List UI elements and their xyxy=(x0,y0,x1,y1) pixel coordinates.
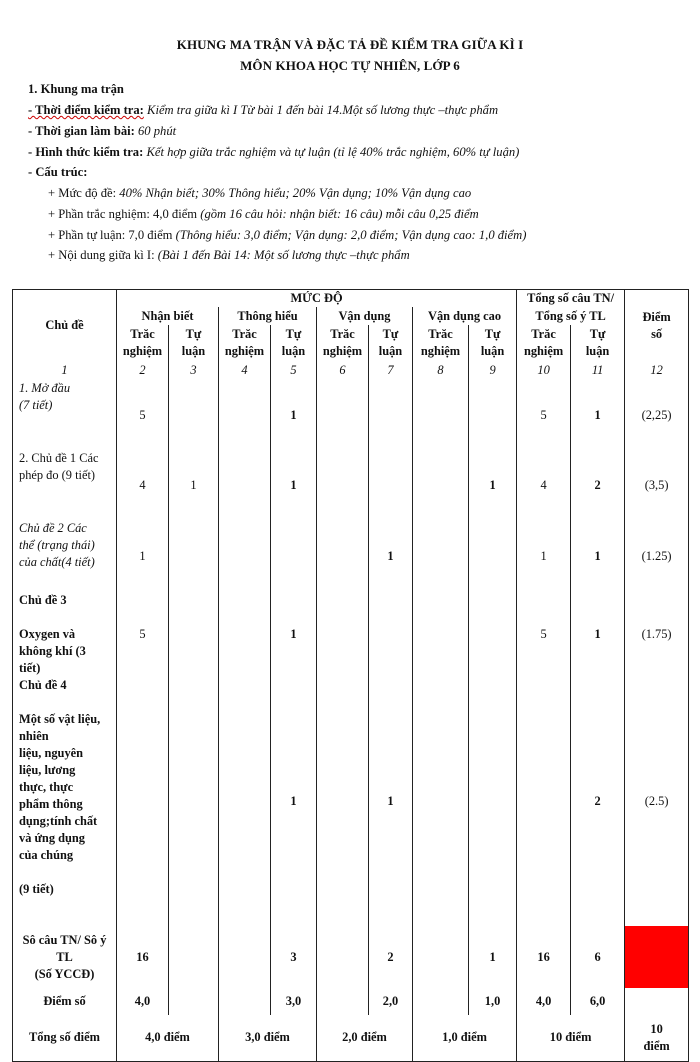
header-total-2: Tổng số ý TL xyxy=(517,307,625,325)
value-cell xyxy=(317,380,369,450)
topic-line: (9 tiết) xyxy=(19,882,54,896)
topic-line: (7 tiết) xyxy=(19,398,53,412)
score-cell: (2.5) xyxy=(625,677,689,926)
col-number: 12 xyxy=(625,361,689,380)
value-cell: 1 xyxy=(271,450,317,520)
info-exam-time xyxy=(28,103,498,118)
value-cell xyxy=(413,450,469,520)
sub-essay: Tự luận xyxy=(469,325,517,361)
topic-line: Oxygen và xyxy=(19,627,76,641)
sub-mc: Trăc nghiệm xyxy=(413,325,469,361)
value-cell: 1 xyxy=(571,380,625,450)
total-score: 10 điểm xyxy=(625,1015,689,1061)
topic-line: thực, thực xyxy=(19,780,74,794)
topic-line: phép đo (9 tiết) xyxy=(19,468,96,482)
col-number: 1 xyxy=(13,361,117,380)
topic-line: tiết) xyxy=(19,661,41,675)
info-essay xyxy=(48,228,526,243)
count-cell: 3 xyxy=(271,926,317,988)
value-cell xyxy=(219,450,271,520)
topic-line: không khí (3 xyxy=(19,644,86,658)
col-number: 2 xyxy=(117,361,169,380)
score-cell: (3,5) xyxy=(625,450,689,520)
header-topic: Chủ đề xyxy=(13,290,117,362)
group-apply-high: Vận dụng cao xyxy=(413,307,517,325)
sub-essay: Tự luận xyxy=(571,325,625,361)
total-apply: 2,0 điểm xyxy=(317,1015,413,1061)
group-recognize: Nhận biết xyxy=(117,307,219,325)
info-structure-label: - Cấu trúc: xyxy=(28,165,88,179)
value-cell: 2 xyxy=(571,450,625,520)
score-row-label: Điểm số xyxy=(13,988,117,1015)
topic-line: 2. Chủ đề 1 Các xyxy=(19,451,99,465)
total-recognize: 4,0 điểm xyxy=(117,1015,219,1061)
value-cell xyxy=(219,520,271,592)
value-cell: 4 xyxy=(517,450,571,520)
value-cell xyxy=(317,450,369,520)
count-cell: 16 xyxy=(517,926,571,988)
info-mc-label: + Phần trắc nghiệm: 4,0 điểm xyxy=(48,207,198,221)
topic-line: liệu, nguyên xyxy=(19,746,84,760)
info-content xyxy=(48,248,410,263)
topic-line: thể (trạng thái) xyxy=(19,538,95,552)
document-title: KHUNG MA TRẬN VÀ ĐẶC TẢ ĐỀ KIỂM TRA GIỮA KÌ I xyxy=(176,37,524,52)
value-cell xyxy=(469,592,517,677)
value-cell: 4 xyxy=(117,450,169,520)
value-cell: 1 xyxy=(571,592,625,677)
value-cell: 2 xyxy=(571,677,625,926)
topic-line: dụng;tính chất xyxy=(19,814,98,828)
sub-mc: Trăc nghiệm xyxy=(117,325,169,361)
count-cell xyxy=(219,926,271,988)
topic-line xyxy=(19,864,116,881)
value-cell: 1 xyxy=(271,380,317,450)
value-cell: 1 xyxy=(117,520,169,592)
highlight-cell xyxy=(625,926,689,988)
value-cell xyxy=(317,677,369,926)
topic-line: 1. Mở đầu xyxy=(19,381,71,395)
score-value-cell: 6,0 xyxy=(571,988,625,1015)
count-cell xyxy=(317,926,369,988)
info-content-label: + Nội dung giữa kì I: xyxy=(48,248,155,262)
info-mc-value: (gồm 16 câu hỏi: nhận biết: 16 câu) mỗi câu 0,25 điểm xyxy=(200,207,479,221)
header-score xyxy=(625,290,689,362)
score-value-cell xyxy=(219,988,271,1015)
document-subtitle: MÔN KHOA HỌC TỰ NHIÊN, LỚP 6 xyxy=(240,58,460,73)
topic-cell xyxy=(13,520,117,592)
score-value-cell: 3,0 xyxy=(271,988,317,1015)
info-essay-value: (Thông hiểu: 3,0 điểm; Vận dụng: 2,0 điểm; Vận dụng cao: 1,0 điểm) xyxy=(175,228,527,242)
info-mc xyxy=(48,207,479,222)
value-cell xyxy=(469,380,517,450)
info-level-value: 40% Nhận biết; 30% Thông hiểu; 20% Vận dụng; 10% Vận dụng cao xyxy=(119,186,472,200)
topic-line: Chủ đề 2 Các xyxy=(19,521,87,535)
sub-essay: Tự luận xyxy=(271,325,317,361)
value-cell: 1 xyxy=(271,592,317,677)
count-cell: 6 xyxy=(571,926,625,988)
info-duration xyxy=(28,124,176,139)
total-row xyxy=(13,1015,689,1061)
group-apply: Vận dụng xyxy=(317,307,413,325)
total-all: 10 điểm xyxy=(517,1015,625,1061)
value-cell xyxy=(369,592,413,677)
header-level: MỨC ĐỘ xyxy=(117,290,517,308)
value-cell xyxy=(413,677,469,926)
topic-line: phẩm thông xyxy=(19,797,83,811)
score-cell: (2,25) xyxy=(625,380,689,450)
count-cell: 2 xyxy=(369,926,413,988)
value-cell xyxy=(317,520,369,592)
score-row xyxy=(13,988,689,1015)
topic-row xyxy=(13,380,689,450)
value-cell: 5 xyxy=(517,380,571,450)
value-cell xyxy=(219,592,271,677)
score-value-cell: 1,0 xyxy=(469,988,517,1015)
topic-row xyxy=(13,677,689,926)
score-empty-cell xyxy=(625,988,689,1015)
count-row-label: Sô câu TN/ Sô ý TL (Số YCCĐ) xyxy=(13,926,117,988)
topic-line: liệu, lương xyxy=(19,763,76,777)
value-cell xyxy=(219,677,271,926)
score-value-cell: 2,0 xyxy=(369,988,413,1015)
topic-line xyxy=(19,609,116,626)
col-number: 5 xyxy=(271,361,317,380)
topic-line: Chủ đề 4 xyxy=(19,678,67,692)
value-cell xyxy=(517,677,571,926)
count-cell xyxy=(169,926,219,988)
total-row-label: Tổng số điểm xyxy=(13,1015,117,1061)
info-form-label: - Hình thức kiểm tra: xyxy=(28,145,144,159)
value-cell xyxy=(169,592,219,677)
topic-row xyxy=(13,450,689,520)
sub-mc: Trăc nghiệm xyxy=(219,325,271,361)
value-cell: 5 xyxy=(517,592,571,677)
value-cell xyxy=(169,677,219,926)
value-cell xyxy=(469,520,517,592)
value-cell: 5 xyxy=(117,592,169,677)
value-cell xyxy=(271,520,317,592)
sub-essay: Tự luận xyxy=(369,325,413,361)
topic-line: của chúng xyxy=(19,848,74,862)
score-value-cell: 4,0 xyxy=(517,988,571,1015)
value-cell: 1 xyxy=(369,677,413,926)
topic-line: và ứng dụng xyxy=(19,831,85,845)
count-cell: 1 xyxy=(469,926,517,988)
score-cell: (1.75) xyxy=(625,592,689,677)
value-cell: 1 xyxy=(369,520,413,592)
score-value-cell: 4,0 xyxy=(117,988,169,1015)
info-duration-label: - Thời gian làm bài: xyxy=(28,124,135,138)
info-exam-time-value: Kiểm tra giữa kì I Từ bài 1 đến bài 14.Một số lương thực –thực phẩm xyxy=(147,103,499,117)
info-exam-time-label: - Thời điểm kiểm tra: xyxy=(28,103,144,117)
col-number: 7 xyxy=(369,361,413,380)
sub-mc: Trăc nghiệm xyxy=(517,325,571,361)
col-number: 8 xyxy=(413,361,469,380)
total-understand: 3,0 điểm xyxy=(219,1015,317,1061)
count-cell: 16 xyxy=(117,926,169,988)
col-number: 6 xyxy=(317,361,369,380)
col-number: 3 xyxy=(169,361,219,380)
topic-row xyxy=(13,592,689,677)
value-cell: 1 xyxy=(271,677,317,926)
col-number: 9 xyxy=(469,361,517,380)
score-value-cell xyxy=(169,988,219,1015)
value-cell xyxy=(413,520,469,592)
topic-cell xyxy=(13,677,117,926)
col-number: 11 xyxy=(571,361,625,380)
info-content-value: (Bài 1 đến Bài 14: Một số lương thực –thực phẩm xyxy=(157,248,410,262)
topic-line: nhiên xyxy=(19,729,49,743)
value-cell xyxy=(369,450,413,520)
col-number: 10 xyxy=(517,361,571,380)
header-score-1: Điểm xyxy=(642,309,671,324)
value-cell xyxy=(369,380,413,450)
header-score-2: số xyxy=(651,326,663,341)
sub-mc: Trăc nghiệm xyxy=(317,325,369,361)
sub-essay: Tự luận xyxy=(169,325,219,361)
value-cell xyxy=(117,677,169,926)
topic-line: Chủ đề 3 xyxy=(19,593,67,607)
score-value-cell xyxy=(413,988,469,1015)
score-value-cell xyxy=(317,988,369,1015)
count-row xyxy=(13,926,689,988)
topic-cell xyxy=(13,592,117,677)
value-cell xyxy=(219,380,271,450)
value-cell xyxy=(413,380,469,450)
info-level xyxy=(48,186,471,201)
info-duration-value: 60 phút xyxy=(137,124,177,138)
matrix-table xyxy=(12,289,689,1062)
count-cell xyxy=(413,926,469,988)
total-apply-high: 1,0 điểm xyxy=(413,1015,517,1061)
topic-row xyxy=(13,520,689,592)
topic-line xyxy=(19,694,116,711)
value-cell xyxy=(317,592,369,677)
value-cell xyxy=(413,592,469,677)
topic-line: Một số vật liệu, xyxy=(19,712,101,726)
info-form-value: Kết hợp giữa trắc nghiệm và tự luận (tỉ lệ 40% trắc nghiệm, 60% tự luận) xyxy=(146,145,520,159)
header-total-1: Tổng số câu TN/ xyxy=(517,290,625,308)
value-cell xyxy=(469,677,517,926)
value-cell: 1 xyxy=(517,520,571,592)
group-understand: Thông hiểu xyxy=(219,307,317,325)
topic-cell xyxy=(13,450,117,520)
section-heading: 1. Khung ma trận xyxy=(28,82,124,96)
info-level-label: + Mức độ đề: xyxy=(48,186,117,200)
topic-rows xyxy=(13,380,689,926)
topic-line: của chất(4 tiết) xyxy=(19,555,95,569)
info-essay-label: + Phần tự luận: 7,0 điểm xyxy=(48,228,173,242)
value-cell xyxy=(169,380,219,450)
value-cell xyxy=(169,520,219,592)
value-cell: 1 xyxy=(571,520,625,592)
score-cell: (1.25) xyxy=(625,520,689,592)
value-cell: 1 xyxy=(169,450,219,520)
value-cell: 5 xyxy=(117,380,169,450)
info-form xyxy=(28,145,519,160)
topic-cell xyxy=(13,380,117,450)
col-number: 4 xyxy=(219,361,271,380)
value-cell: 1 xyxy=(469,450,517,520)
